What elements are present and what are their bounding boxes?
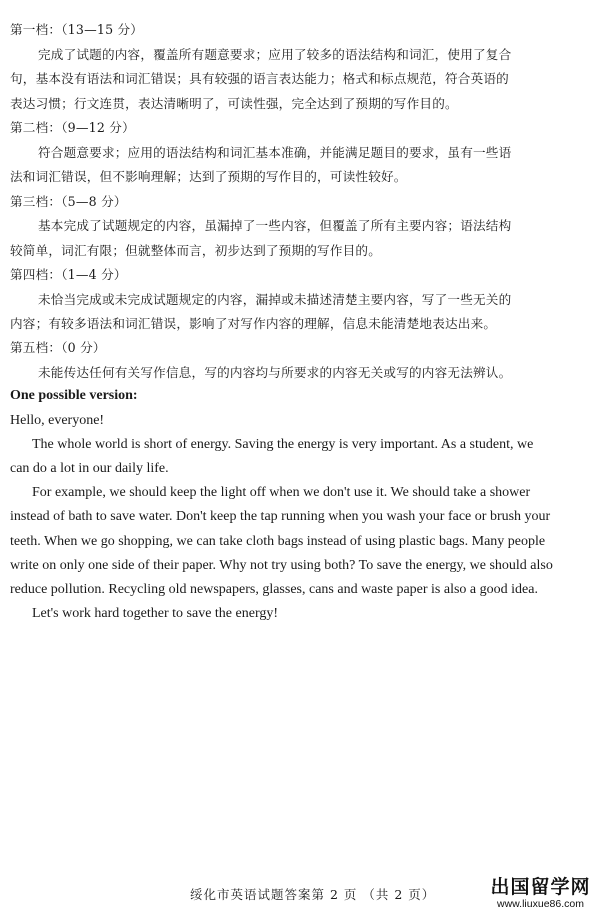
grade-3-line-1: 基本完成了试题规定的内容，虽漏掉了一些内容，但覆盖了所有主要内容；语法结构: [38, 218, 512, 233]
grade-2-line-1: 符合题意要求；应用的语法结构和词汇基本准确，并能满足题目的要求，虽有一些语: [38, 145, 512, 160]
sample-line-3: For example, we should keep the light off when we don't use it. We should take a shower: [32, 485, 531, 500]
page-footer: 绥化市英语试题答案第 2 页 （共 2 页）: [190, 887, 436, 902]
grade-4-heading: 第四档：（1—4 分）: [10, 267, 127, 282]
grade-4-line-1: 未恰当完成或未完成试题规定的内容，漏掉或未描述清楚主要内容，写了一些无关的: [38, 292, 512, 307]
sample-line-4: instead of bath to save water. Don't keep the tap running when you wash your face or brush your: [10, 509, 551, 524]
grade-3-heading: 第三档：（5—8 分）: [10, 194, 127, 209]
grade-1-line-2: 句，基本没有语法和词汇错误；具有较强的语言表达能力；格式和标点规范，符合英语的: [10, 71, 509, 86]
watermark-url: www.liuxue86.com: [497, 898, 584, 910]
sample-greeting: Hello, everyone!: [10, 413, 105, 428]
grade-5-heading: 第五档：（0 分）: [10, 340, 106, 355]
watermark-site-name: 出国留学网: [490, 876, 591, 898]
site-watermark: [478, 876, 603, 910]
grade-1-line-1: 完成了试题的内容，覆盖所有题意要求；应用了较多的语法结构和词汇，使用了复合: [38, 47, 512, 62]
sample-line-5: teeth. When we go shopping, we can take cloth bags instead of using plastic bags. Many people: [10, 534, 546, 549]
sample-line-2: can do a lot in our daily life.: [10, 461, 169, 476]
grade-4-line-2: 内容；有较多语法和词汇错误，影响了对写作内容的理解，信息未能清楚地表达出来。: [10, 316, 497, 331]
sample-line-1: The whole world is short of energy. Saving the energy is very important. As a student, we: [32, 437, 534, 452]
grade-2-line-2: 法和词汇错误，但不影响理解；达到了预期的写作目的，可读性较好。: [10, 169, 407, 184]
grade-3-line-2: 较简单，词汇有限；但就整体而言，初步达到了预期的写作目的。: [10, 243, 382, 258]
sample-line-6: write on only one side of their paper. Why not try using both? To save the energy, we should also: [10, 558, 553, 573]
sample-heading: One possible version:: [10, 388, 138, 403]
grade-1-line-3: 表达习惯；行文连贯，表达清晰明了，可读性强，完全达到了预期的写作目的。: [10, 96, 458, 111]
grade-2-heading: 第二档：（9—12 分）: [10, 120, 135, 135]
grade-5-line-1: 未能传达任何有关写作信息，写的内容均与所要求的内容无关或写的内容无法辨认。: [38, 365, 512, 380]
sample-line-7: reduce pollution. Recycling old newspapers, glasses, cans and waste paper is also a good idea.: [10, 582, 538, 597]
grade-1-heading: 第一档：（13—15 分）: [10, 22, 144, 37]
sample-line-8: Let's work hard together to save the energy!: [32, 606, 279, 621]
